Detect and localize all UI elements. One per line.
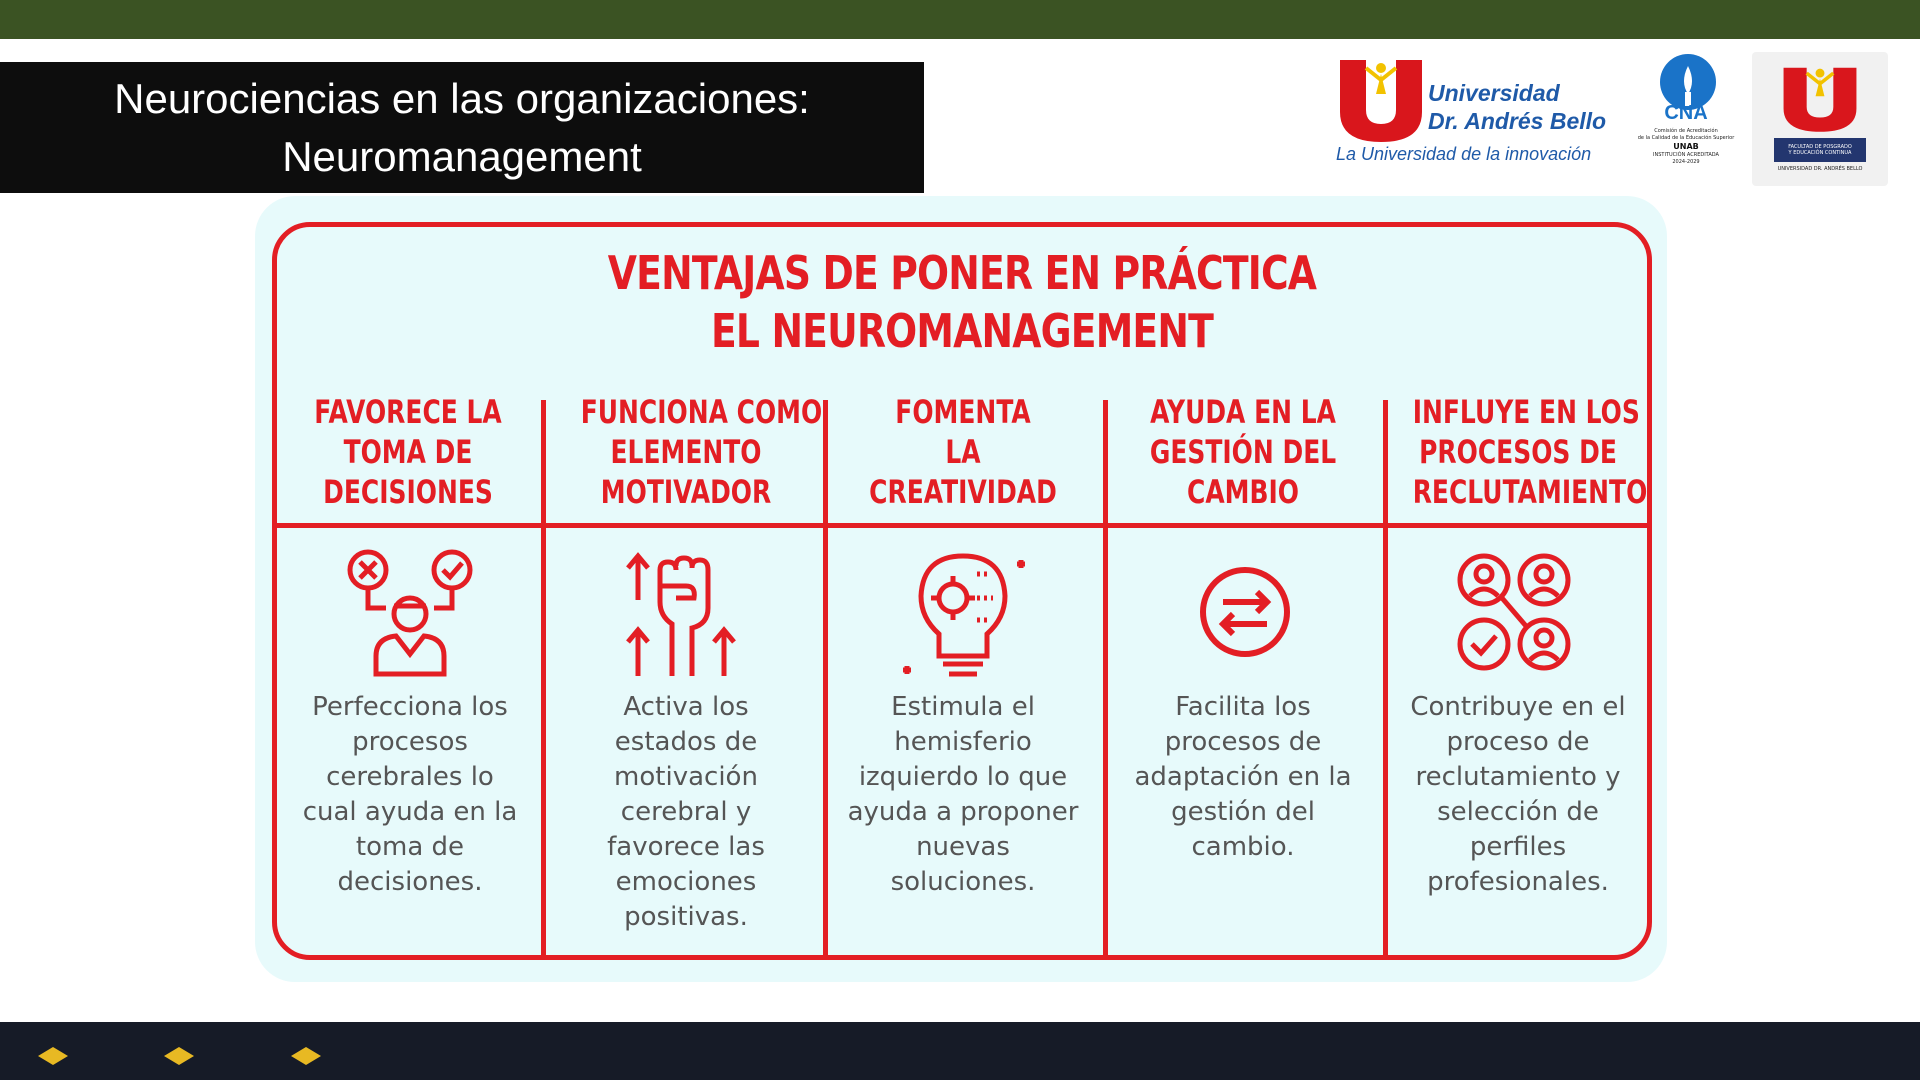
column-text-line: Estimula el (891, 692, 1035, 722)
infographic-title (396, 244, 1528, 360)
column-divider-4 (1383, 400, 1388, 956)
column-heading-line: FUNCIONA COMO (580, 393, 823, 431)
cna-line1: Comisión de Acreditación (1654, 128, 1718, 134)
slide-title-line2: Neuromanagement (282, 133, 642, 180)
column-text-line: toma de (355, 832, 465, 862)
column-heading-change (1138, 392, 1349, 512)
column-text-line: reclutamiento y (1415, 762, 1621, 792)
cna-line3: UNAB (1673, 142, 1699, 151)
column-text-line: Activa los (623, 692, 749, 722)
faculty-emblem-icon (1780, 62, 1860, 134)
slide-title-line1: Neurociencias en las organizaciones: (114, 75, 810, 122)
column-text-line: proceso de (1446, 727, 1590, 757)
header-divider (272, 523, 1652, 528)
faculty-line3: UNIVERSIDAD DR. ANDRÉS BELLO (1777, 166, 1863, 172)
column-heading-decisions (303, 392, 514, 512)
infographic-title-line1: VENTAJAS DE PONER EN PRÁCTICA (607, 246, 1317, 300)
column-divider-3 (1103, 400, 1108, 956)
column-text-line: selección de (1437, 797, 1599, 827)
column-heading-recruitment (1412, 392, 1648, 512)
recruitment-people-icon (1448, 546, 1588, 686)
faculty-line1: FACULTAD DE POSGRADO (1788, 144, 1852, 150)
top-bar (0, 0, 1920, 39)
column-text-recruitment (1398, 690, 1638, 900)
slide-title (0, 62, 924, 193)
column-text-line: perfiles (1469, 832, 1567, 862)
column-heading-line: FOMENTA (895, 393, 1031, 431)
university-name-line1: Universidad (1428, 80, 1560, 106)
cna-line2: de la Calidad de la Educación Superior (1637, 135, 1735, 141)
column-heading-line: INFLUYE EN LOS (1412, 393, 1640, 431)
column-divider-2 (823, 400, 828, 956)
column-heading-line: CAMBIO (1186, 473, 1300, 511)
faculty-logo (1752, 52, 1888, 186)
column-text-line: cerebral y (620, 797, 752, 827)
column-heading-line: MOTIVADOR (600, 473, 772, 511)
column-text-creativity (843, 690, 1083, 900)
column-heading-line: TOMA DE (343, 433, 473, 471)
column-text-line: Perfecciona los (312, 692, 508, 722)
column-text-line: cambio. (1191, 832, 1295, 862)
column-text-line: estados de (614, 727, 758, 757)
column-heading-line: LA (945, 433, 981, 471)
column-heading-line: ELEMENTO (610, 433, 762, 471)
column-text-line: decisiones. (337, 867, 483, 897)
column-heading-creativity (858, 392, 1069, 512)
column-text-line: emociones (615, 867, 757, 897)
raised-fist-icon (616, 546, 756, 686)
column-text-line: adaptación en la (1134, 762, 1352, 792)
column-heading-line: CREATIVIDAD (869, 473, 1057, 511)
column-text-line: cual ayuda en la (302, 797, 518, 827)
column-text-line: positivas. (624, 902, 748, 932)
column-heading-line: DECISIONES (323, 473, 493, 511)
faculty-banner (1774, 138, 1866, 162)
column-text-change (1123, 690, 1363, 865)
column-text-line: favorece las (607, 832, 765, 862)
column-heading-line: RECLUTAMIENTO (1412, 473, 1648, 511)
column-divider-1 (541, 400, 546, 956)
column-text-line: procesos (352, 727, 468, 757)
cna-line5: 2024-2029 (1672, 159, 1700, 165)
faculty-line2: Y EDUCACIÓN CONTINUA (1788, 150, 1852, 156)
column-text-line: cerebrales lo (326, 762, 494, 792)
diamond-icon (291, 1047, 321, 1065)
diamond-icon (164, 1047, 194, 1065)
university-name-line2: Dr. Andrés Bello (1428, 108, 1607, 134)
column-text-line: izquierdo lo que (858, 762, 1068, 792)
column-text-motivation (566, 690, 806, 935)
exchange-arrows-icon (1173, 546, 1313, 686)
cna-line4: INSTITUCIÓN ACREDITADA (1653, 152, 1719, 158)
column-heading-line: FAVORECE LA (314, 393, 502, 431)
column-text-decisions (290, 690, 530, 900)
decision-icon (340, 546, 480, 686)
column-text-line: procesos de (1164, 727, 1322, 757)
column-text-line: Facilita los (1175, 692, 1311, 722)
column-text-line: nuevas (916, 832, 1010, 862)
bottom-bar (0, 1022, 1920, 1080)
cna-logo (1636, 52, 1736, 172)
column-heading-line: GESTIÓN DEL (1149, 433, 1337, 471)
column-heading-line: PROCESOS DE (1419, 433, 1617, 471)
column-text-line: motivación (614, 762, 758, 792)
university-logo (1336, 54, 1626, 174)
lightbulb-gear-icon (893, 546, 1033, 686)
column-text-line: Contribuye en el (1410, 692, 1626, 722)
university-slogan: La Universidad de la innovación (1336, 144, 1592, 164)
column-text-line: profesionales. (1427, 867, 1609, 897)
infographic-title-line2: EL NEUROMANAGEMENT (710, 304, 1214, 358)
column-text-line: ayuda a proponer (847, 797, 1079, 827)
column-text-line: soluciones. (890, 867, 1036, 897)
diamond-icon (38, 1047, 68, 1065)
column-text-line: gestión del (1171, 797, 1315, 827)
column-heading-motivation (580, 392, 823, 512)
cna-label: CNA (1664, 102, 1708, 124)
university-emblem-icon (1336, 54, 1426, 144)
column-text-line: hemisferio (894, 727, 1032, 757)
column-heading-line: AYUDA EN LA (1150, 393, 1336, 431)
